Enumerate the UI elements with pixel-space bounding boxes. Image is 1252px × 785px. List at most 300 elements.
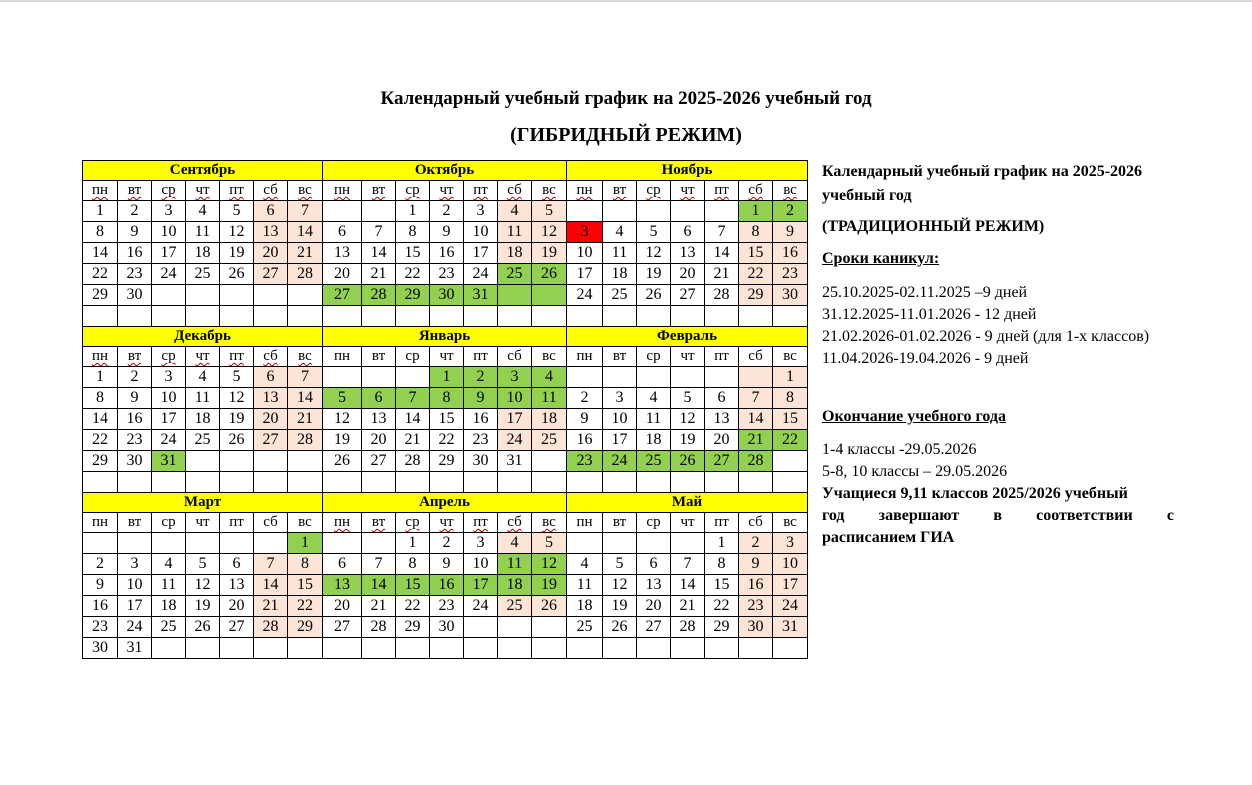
weekday-header: вт bbox=[603, 181, 637, 201]
gia-note-line: год завершают в соответствии с bbox=[822, 507, 1174, 524]
day-cell bbox=[254, 451, 288, 472]
weekday-header: вт bbox=[118, 181, 152, 201]
day-cell: 30 bbox=[118, 285, 152, 306]
day-cell: 27 bbox=[637, 617, 671, 638]
day-cell: 14 bbox=[254, 575, 288, 596]
weekday-header: сб bbox=[254, 513, 288, 533]
day-cell bbox=[186, 472, 220, 493]
day-cell bbox=[396, 472, 430, 493]
day-cell: 19 bbox=[532, 575, 567, 596]
day-cell: 17 bbox=[773, 575, 808, 596]
day-cell: 24 bbox=[498, 430, 532, 451]
weekday-header: сб bbox=[739, 347, 773, 367]
week-row bbox=[83, 201, 808, 222]
month-header-row bbox=[83, 327, 808, 347]
day-cell bbox=[603, 472, 637, 493]
day-cell: 14 bbox=[705, 243, 739, 264]
weekday-header: вт bbox=[362, 513, 396, 533]
day-cell: 15 bbox=[396, 575, 430, 596]
day-cell bbox=[152, 533, 186, 554]
day-cell: 18 bbox=[567, 596, 603, 617]
day-cell: 5 bbox=[186, 554, 220, 575]
day-cell: 21 bbox=[396, 430, 430, 451]
day-cell: 20 bbox=[323, 596, 362, 617]
day-cell: 30 bbox=[430, 285, 464, 306]
day-cell: 10 bbox=[464, 222, 498, 243]
day-cell: 19 bbox=[323, 430, 362, 451]
weekday-header: вс bbox=[773, 347, 808, 367]
day-cell bbox=[637, 533, 671, 554]
day-cell: 27 bbox=[254, 264, 288, 285]
weekday-header: пт bbox=[220, 181, 254, 201]
day-cell: 19 bbox=[532, 243, 567, 264]
month-name: Сентябрь bbox=[83, 161, 323, 181]
day-cell: 9 bbox=[118, 222, 152, 243]
day-cell: 15 bbox=[396, 243, 430, 264]
week-row bbox=[83, 306, 808, 327]
weekday-header: ср bbox=[637, 513, 671, 533]
weekday-header: вт bbox=[118, 347, 152, 367]
day-cell: 7 bbox=[739, 388, 773, 409]
day-cell: 5 bbox=[532, 201, 567, 222]
day-cell: 11 bbox=[567, 575, 603, 596]
day-cell: 20 bbox=[220, 596, 254, 617]
day-cell bbox=[220, 472, 254, 493]
weekday-header: вт bbox=[362, 347, 396, 367]
day-cell: 5 bbox=[637, 222, 671, 243]
weekday-header-row bbox=[83, 513, 808, 533]
day-cell: 16 bbox=[464, 409, 498, 430]
day-cell: 8 bbox=[739, 222, 773, 243]
day-cell bbox=[603, 367, 637, 388]
day-cell: 31 bbox=[498, 451, 532, 472]
day-cell: 13 bbox=[671, 243, 705, 264]
weekday-header: вс bbox=[288, 181, 323, 201]
weekday-header: вс bbox=[288, 513, 323, 533]
day-cell bbox=[83, 306, 118, 327]
day-cell: 4 bbox=[567, 554, 603, 575]
top-border bbox=[0, 0, 1252, 2]
weekday-header: пн bbox=[323, 347, 362, 367]
day-cell bbox=[739, 472, 773, 493]
day-cell: 3 bbox=[152, 201, 186, 222]
day-cell: 8 bbox=[430, 388, 464, 409]
day-cell bbox=[118, 306, 152, 327]
day-cell: 25 bbox=[603, 285, 637, 306]
day-cell: 16 bbox=[83, 596, 118, 617]
day-cell: 15 bbox=[430, 409, 464, 430]
day-cell: 7 bbox=[705, 222, 739, 243]
day-cell bbox=[637, 306, 671, 327]
day-cell: 14 bbox=[288, 388, 323, 409]
day-cell: 7 bbox=[362, 222, 396, 243]
day-cell: 15 bbox=[288, 575, 323, 596]
week-row bbox=[83, 451, 808, 472]
day-cell: 18 bbox=[498, 575, 532, 596]
day-cell: 27 bbox=[323, 617, 362, 638]
day-cell: 1 bbox=[83, 201, 118, 222]
day-cell bbox=[739, 638, 773, 659]
day-cell bbox=[220, 533, 254, 554]
day-cell bbox=[288, 472, 323, 493]
day-cell: 18 bbox=[532, 409, 567, 430]
day-cell: 10 bbox=[118, 575, 152, 596]
month-name: Январь bbox=[323, 327, 567, 347]
weekday-header: вс bbox=[532, 347, 567, 367]
day-cell: 4 bbox=[186, 367, 220, 388]
day-cell: 1 bbox=[739, 201, 773, 222]
weekday-header: сб bbox=[498, 347, 532, 367]
calendar-table bbox=[82, 160, 808, 659]
day-cell: 24 bbox=[464, 596, 498, 617]
day-cell: 13 bbox=[362, 409, 396, 430]
day-cell bbox=[396, 367, 430, 388]
day-cell: 13 bbox=[254, 388, 288, 409]
day-cell: 20 bbox=[671, 264, 705, 285]
day-cell: 26 bbox=[671, 451, 705, 472]
day-cell: 25 bbox=[637, 451, 671, 472]
day-cell: 21 bbox=[288, 243, 323, 264]
day-cell: 20 bbox=[705, 430, 739, 451]
holiday-item: 31.12.2025-11.01.2026 - 12 дней bbox=[822, 306, 1037, 323]
day-cell: 3 bbox=[603, 388, 637, 409]
day-cell: 24 bbox=[152, 264, 186, 285]
day-cell: 18 bbox=[186, 409, 220, 430]
day-cell: 10 bbox=[603, 409, 637, 430]
day-cell: 22 bbox=[705, 596, 739, 617]
day-cell: 22 bbox=[773, 430, 808, 451]
day-cell: 27 bbox=[671, 285, 705, 306]
weekday-header: вт bbox=[603, 347, 637, 367]
day-cell: 26 bbox=[532, 264, 567, 285]
day-cell: 15 bbox=[773, 409, 808, 430]
weekday-header: сб bbox=[498, 181, 532, 201]
weekday-header: ср bbox=[396, 513, 430, 533]
day-cell: 26 bbox=[532, 596, 567, 617]
day-cell: 3 bbox=[118, 554, 152, 575]
day-cell: 6 bbox=[671, 222, 705, 243]
day-cell bbox=[323, 367, 362, 388]
day-cell: 19 bbox=[671, 430, 705, 451]
weekday-header: вс bbox=[773, 181, 808, 201]
day-cell: 4 bbox=[186, 201, 220, 222]
day-cell: 29 bbox=[430, 451, 464, 472]
day-cell: 20 bbox=[323, 264, 362, 285]
week-row bbox=[83, 367, 808, 388]
day-cell: 2 bbox=[430, 201, 464, 222]
day-cell: 6 bbox=[254, 367, 288, 388]
day-cell: 23 bbox=[83, 617, 118, 638]
day-cell: 6 bbox=[637, 554, 671, 575]
calendar-grid bbox=[82, 160, 807, 659]
day-cell: 24 bbox=[464, 264, 498, 285]
day-cell bbox=[186, 306, 220, 327]
day-cell: 26 bbox=[603, 617, 637, 638]
day-cell: 8 bbox=[773, 388, 808, 409]
day-cell: 19 bbox=[603, 596, 637, 617]
end-heading: Окончание учебного года bbox=[822, 408, 1006, 425]
day-cell bbox=[430, 638, 464, 659]
day-cell: 14 bbox=[288, 222, 323, 243]
day-cell bbox=[464, 617, 498, 638]
weekday-header: пн bbox=[83, 347, 118, 367]
day-cell: 6 bbox=[254, 201, 288, 222]
day-cell bbox=[430, 306, 464, 327]
day-cell bbox=[773, 306, 808, 327]
end-item: 5-8, 10 классы – 29.05.2026 bbox=[822, 463, 1008, 480]
weekday-header: ср bbox=[637, 347, 671, 367]
day-cell: 30 bbox=[739, 617, 773, 638]
day-cell: 17 bbox=[464, 575, 498, 596]
day-cell: 28 bbox=[705, 285, 739, 306]
day-cell: 17 bbox=[118, 596, 152, 617]
day-cell: 12 bbox=[532, 554, 567, 575]
weekday-header: ср bbox=[152, 181, 186, 201]
day-cell: 26 bbox=[323, 451, 362, 472]
day-cell bbox=[220, 285, 254, 306]
day-cell: 22 bbox=[288, 596, 323, 617]
day-cell: 6 bbox=[362, 388, 396, 409]
weekday-header: ср bbox=[152, 513, 186, 533]
weekday-header: пт bbox=[705, 513, 739, 533]
day-cell bbox=[254, 285, 288, 306]
day-cell: 24 bbox=[118, 617, 152, 638]
week-row bbox=[83, 243, 808, 264]
day-cell: 11 bbox=[186, 388, 220, 409]
day-cell: 17 bbox=[567, 264, 603, 285]
day-cell: 3 bbox=[498, 367, 532, 388]
day-cell: 1 bbox=[288, 533, 323, 554]
day-cell: 28 bbox=[288, 430, 323, 451]
day-cell: 7 bbox=[254, 554, 288, 575]
week-row bbox=[83, 575, 808, 596]
day-cell: 14 bbox=[739, 409, 773, 430]
day-cell: 12 bbox=[220, 388, 254, 409]
day-cell: 21 bbox=[739, 430, 773, 451]
day-cell bbox=[254, 638, 288, 659]
day-cell: 24 bbox=[603, 451, 637, 472]
day-cell bbox=[671, 472, 705, 493]
day-cell: 22 bbox=[83, 430, 118, 451]
weekday-header: ср bbox=[152, 347, 186, 367]
day-cell: 10 bbox=[464, 554, 498, 575]
month-header-row bbox=[83, 161, 808, 181]
week-row bbox=[83, 430, 808, 451]
day-cell bbox=[567, 201, 603, 222]
day-cell bbox=[532, 472, 567, 493]
day-cell bbox=[705, 306, 739, 327]
day-cell: 5 bbox=[603, 554, 637, 575]
day-cell: 29 bbox=[396, 617, 430, 638]
day-cell bbox=[186, 451, 220, 472]
week-row bbox=[83, 472, 808, 493]
day-cell: 28 bbox=[254, 617, 288, 638]
day-cell: 9 bbox=[567, 409, 603, 430]
week-row bbox=[83, 409, 808, 430]
day-cell: 11 bbox=[637, 409, 671, 430]
day-cell bbox=[254, 533, 288, 554]
day-cell: 1 bbox=[773, 367, 808, 388]
month-name: Декабрь bbox=[83, 327, 323, 347]
day-cell bbox=[288, 451, 323, 472]
day-cell bbox=[637, 472, 671, 493]
day-cell: 23 bbox=[118, 264, 152, 285]
day-cell: 27 bbox=[705, 451, 739, 472]
day-cell bbox=[603, 638, 637, 659]
day-cell: 13 bbox=[637, 575, 671, 596]
day-cell: 8 bbox=[396, 554, 430, 575]
day-cell bbox=[288, 638, 323, 659]
day-cell: 2 bbox=[464, 367, 498, 388]
day-cell bbox=[186, 638, 220, 659]
day-cell: 14 bbox=[83, 243, 118, 264]
day-cell bbox=[532, 617, 567, 638]
day-cell: 19 bbox=[220, 409, 254, 430]
day-cell: 2 bbox=[118, 367, 152, 388]
day-cell: 23 bbox=[773, 264, 808, 285]
day-cell: 11 bbox=[498, 554, 532, 575]
day-cell: 20 bbox=[254, 243, 288, 264]
weekday-header: вс bbox=[773, 513, 808, 533]
weekday-header: пт bbox=[464, 181, 498, 201]
day-cell: 31 bbox=[118, 638, 152, 659]
day-cell: 6 bbox=[220, 554, 254, 575]
day-cell: 25 bbox=[567, 617, 603, 638]
day-cell: 5 bbox=[220, 367, 254, 388]
day-cell: 23 bbox=[739, 596, 773, 617]
day-cell: 22 bbox=[739, 264, 773, 285]
day-cell: 18 bbox=[498, 243, 532, 264]
weekday-header: чт bbox=[671, 513, 705, 533]
day-cell bbox=[323, 472, 362, 493]
day-cell bbox=[323, 638, 362, 659]
day-cell bbox=[498, 472, 532, 493]
day-cell: 25 bbox=[498, 596, 532, 617]
day-cell: 7 bbox=[362, 554, 396, 575]
end-item: 1-4 классы -29.05.2026 bbox=[822, 441, 977, 458]
day-cell bbox=[637, 201, 671, 222]
day-cell: 6 bbox=[323, 554, 362, 575]
day-cell bbox=[254, 306, 288, 327]
day-cell: 14 bbox=[362, 575, 396, 596]
weekday-header: чт bbox=[430, 181, 464, 201]
day-cell: 11 bbox=[532, 388, 567, 409]
day-cell: 17 bbox=[152, 243, 186, 264]
weekday-header: чт bbox=[671, 347, 705, 367]
weekday-header: пт bbox=[220, 347, 254, 367]
day-cell: 31 bbox=[152, 451, 186, 472]
day-cell: 2 bbox=[567, 388, 603, 409]
day-cell bbox=[152, 472, 186, 493]
day-cell bbox=[323, 306, 362, 327]
day-cell: 16 bbox=[739, 575, 773, 596]
day-cell: 29 bbox=[83, 451, 118, 472]
day-cell: 23 bbox=[464, 430, 498, 451]
day-cell: 9 bbox=[83, 575, 118, 596]
holidays-list bbox=[822, 282, 1174, 370]
page-subtitle: (ГИБРИДНЫЙ РЕЖИМ) bbox=[510, 124, 742, 146]
day-cell bbox=[739, 367, 773, 388]
day-cell: 11 bbox=[498, 222, 532, 243]
day-cell bbox=[464, 638, 498, 659]
day-cell bbox=[254, 472, 288, 493]
day-cell: 15 bbox=[705, 575, 739, 596]
day-cell bbox=[220, 638, 254, 659]
day-cell: 30 bbox=[430, 617, 464, 638]
month-name: Февраль bbox=[567, 327, 808, 347]
weekday-header: чт bbox=[186, 513, 220, 533]
day-cell: 23 bbox=[118, 430, 152, 451]
weekday-header: пн bbox=[567, 181, 603, 201]
day-cell: 9 bbox=[739, 554, 773, 575]
week-row bbox=[83, 264, 808, 285]
day-cell bbox=[671, 638, 705, 659]
day-cell: 6 bbox=[323, 222, 362, 243]
day-cell: 5 bbox=[532, 533, 567, 554]
side-title: Календарный учебный график на 2025-2026 учебный год bbox=[822, 163, 1143, 204]
day-cell bbox=[532, 451, 567, 472]
day-cell: 28 bbox=[739, 451, 773, 472]
week-row bbox=[83, 222, 808, 243]
day-cell bbox=[362, 638, 396, 659]
day-cell bbox=[186, 285, 220, 306]
day-cell: 16 bbox=[430, 575, 464, 596]
day-cell: 8 bbox=[288, 554, 323, 575]
day-cell: 11 bbox=[603, 243, 637, 264]
weekday-header: сб bbox=[739, 181, 773, 201]
weekday-header: вт bbox=[603, 513, 637, 533]
day-cell: 17 bbox=[498, 409, 532, 430]
weekday-header: чт bbox=[671, 181, 705, 201]
day-cell: 29 bbox=[288, 617, 323, 638]
day-cell: 7 bbox=[671, 554, 705, 575]
day-cell: 20 bbox=[254, 409, 288, 430]
day-cell: 28 bbox=[362, 285, 396, 306]
day-cell bbox=[118, 472, 152, 493]
day-cell bbox=[118, 533, 152, 554]
day-cell bbox=[567, 306, 603, 327]
day-cell: 28 bbox=[288, 264, 323, 285]
day-cell bbox=[705, 367, 739, 388]
month-name: Апрель bbox=[323, 493, 567, 513]
gia-note-line: Учащиеся 9,11 классов 2025/2026 учебный bbox=[822, 485, 1128, 502]
day-cell: 14 bbox=[671, 575, 705, 596]
day-cell: 4 bbox=[603, 222, 637, 243]
day-cell: 9 bbox=[464, 388, 498, 409]
day-cell: 30 bbox=[118, 451, 152, 472]
day-cell: 10 bbox=[152, 222, 186, 243]
weekday-header: пн bbox=[83, 513, 118, 533]
day-cell: 12 bbox=[186, 575, 220, 596]
day-cell: 30 bbox=[83, 638, 118, 659]
weekday-header: сб bbox=[498, 513, 532, 533]
day-cell bbox=[220, 451, 254, 472]
day-cell bbox=[773, 638, 808, 659]
day-cell: 9 bbox=[430, 554, 464, 575]
day-cell: 2 bbox=[773, 201, 808, 222]
day-cell: 31 bbox=[773, 617, 808, 638]
day-cell: 28 bbox=[362, 617, 396, 638]
day-cell bbox=[671, 533, 705, 554]
day-cell: 20 bbox=[362, 430, 396, 451]
weekday-header: пн bbox=[83, 181, 118, 201]
day-cell: 26 bbox=[637, 285, 671, 306]
day-cell: 28 bbox=[671, 617, 705, 638]
day-cell bbox=[603, 533, 637, 554]
day-cell bbox=[637, 367, 671, 388]
day-cell: 24 bbox=[567, 285, 603, 306]
day-cell: 24 bbox=[773, 596, 808, 617]
